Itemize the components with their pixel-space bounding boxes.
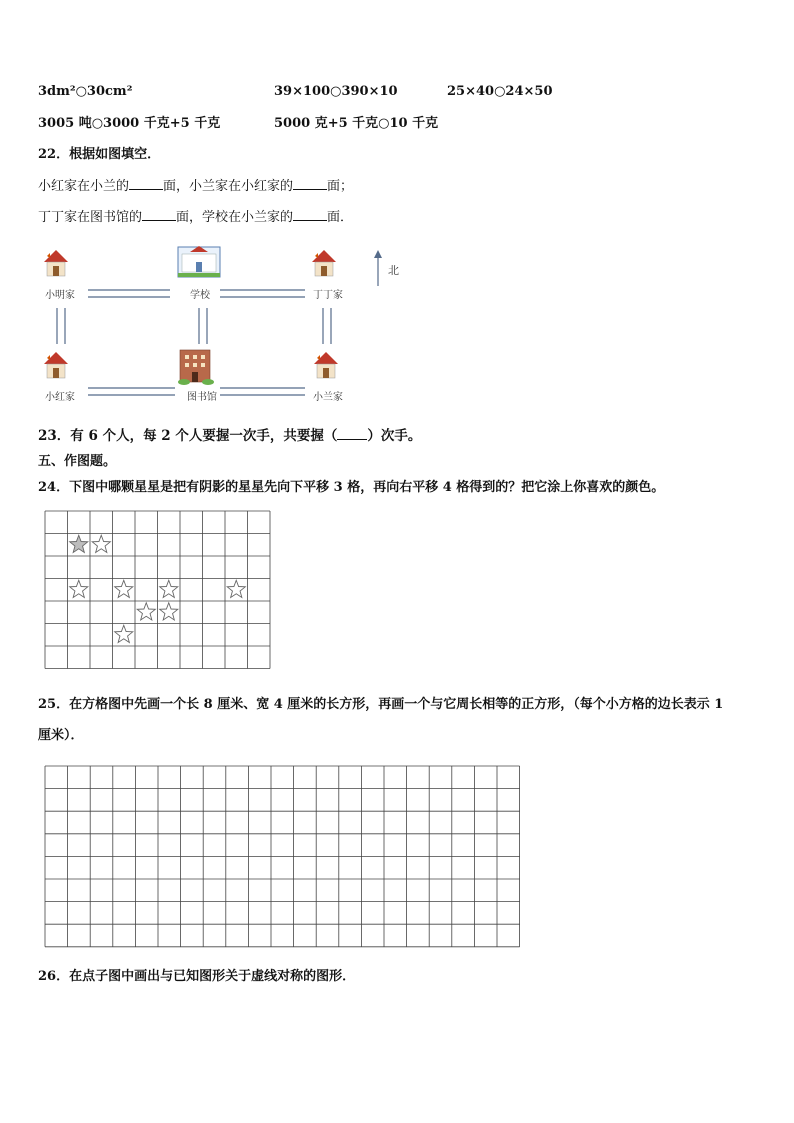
school-icon — [178, 246, 220, 277]
q22-l1-c: 面； — [327, 179, 354, 194]
compare-item-5: 5000 克+5 千克○10 千克 — [274, 116, 439, 131]
q23-a: 23．有 6 个人，每 2 个人要握一次手，共要握（ — [38, 428, 338, 444]
q25-line-2: 厘米）． — [38, 728, 84, 743]
star-icon-8[interactable] — [160, 603, 178, 620]
q22-blank-1[interactable] — [129, 177, 163, 190]
compare-item-4: 3005 吨○3000 千克+5 千克 — [38, 116, 221, 131]
q22-line-2 — [38, 208, 353, 226]
q22-map — [30, 240, 410, 412]
section-title: 五、作图题。 — [38, 454, 117, 469]
shaded-star-icon[interactable] — [70, 535, 88, 552]
house-icon-dingding — [312, 250, 336, 276]
q26-title: 26．在点子图中画出与已知图形关于虚线对称的图形． — [38, 969, 356, 984]
q22-l1-a: 小红家在小兰的 — [38, 179, 130, 194]
q24-star-grid — [44, 510, 272, 682]
north-label: 北 — [388, 264, 399, 277]
map-label-library: 图书馆 — [187, 392, 217, 403]
star-icon-6[interactable] — [227, 580, 245, 597]
star-icon-9[interactable] — [115, 625, 133, 642]
star-icon-4[interactable] — [115, 580, 133, 597]
compare-item-1: 3dm²○30cm² — [38, 84, 133, 99]
library-icon — [178, 350, 214, 385]
q23-b: ）次手。 — [367, 428, 422, 444]
house-icon-xiaoming — [44, 250, 68, 276]
q22-title: 22．根据如图填空． — [38, 147, 161, 162]
q22-l2-a: 丁丁家在图书馆的 — [38, 210, 143, 225]
map-label-xiaohong: 小红家 — [45, 392, 75, 403]
q22-l1-b: 面，小兰家在小红家的 — [163, 179, 294, 194]
q25-line-1: 25．在方格图中先画一个长 8 厘米、宽 4 厘米的长方形，再画一个与它周长相等的正方形，（每个小方格的边长表示 1 — [38, 697, 724, 712]
house-icon-xiaohong — [44, 352, 68, 378]
star-icon-7[interactable] — [137, 603, 155, 620]
map-label-dingding: 丁丁家 — [313, 290, 343, 301]
compare-item-3: 25×40○24×50 — [447, 84, 553, 99]
q22-blank-3[interactable] — [142, 208, 176, 221]
q22-blank-2[interactable] — [293, 177, 327, 190]
compare-item-2: 39×100○390×10 — [274, 84, 398, 99]
star-icon-3[interactable] — [70, 580, 88, 597]
q25-grid-lines — [45, 766, 520, 947]
north-arrow-icon — [374, 250, 382, 286]
q22-l2-b: 面，学校在小兰家的 — [176, 210, 294, 225]
star-icon-5[interactable] — [160, 580, 178, 597]
q24-title: 24．下图中哪颗星星是把有阴影的星星先向下平移 3 格，再向右平移 4 格得到的？把它涂上你喜欢的颜色。 — [38, 480, 665, 495]
q25-square-grid[interactable] — [44, 765, 524, 949]
house-icon-xiaolan — [314, 352, 338, 378]
q22-line-1 — [38, 177, 353, 195]
q22-blank-4[interactable] — [293, 208, 327, 221]
map-label-school: 学校 — [190, 290, 210, 301]
q23-text — [38, 427, 421, 444]
map-label-xiaolan: 小兰家 — [313, 392, 343, 403]
star-icon-2[interactable] — [92, 535, 110, 552]
q22-l2-c: 面． — [327, 210, 354, 225]
map-label-xiaoming: 小明家 — [45, 290, 75, 301]
q23-blank[interactable] — [337, 427, 367, 440]
